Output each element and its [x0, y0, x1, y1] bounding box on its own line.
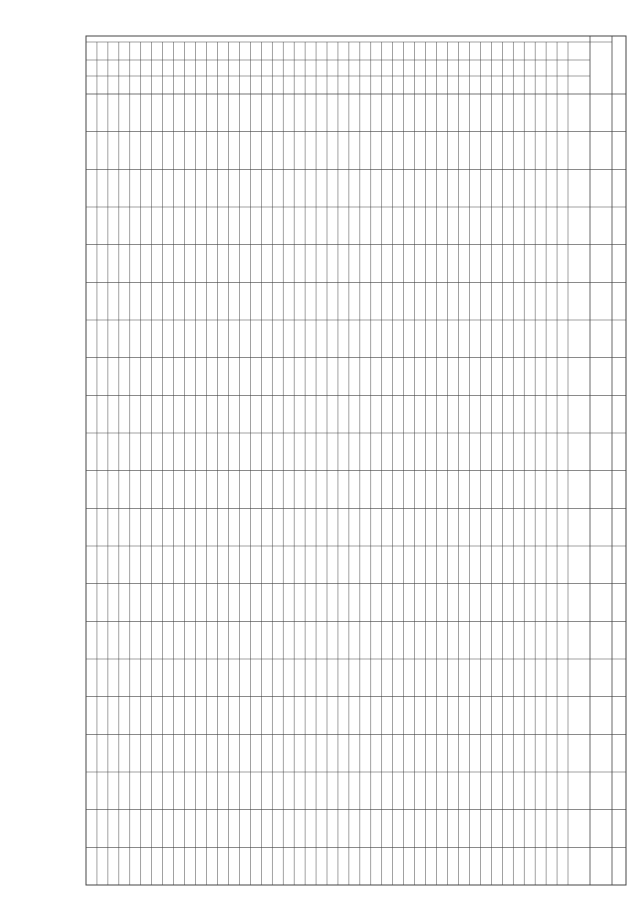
table-frame [86, 36, 626, 885]
